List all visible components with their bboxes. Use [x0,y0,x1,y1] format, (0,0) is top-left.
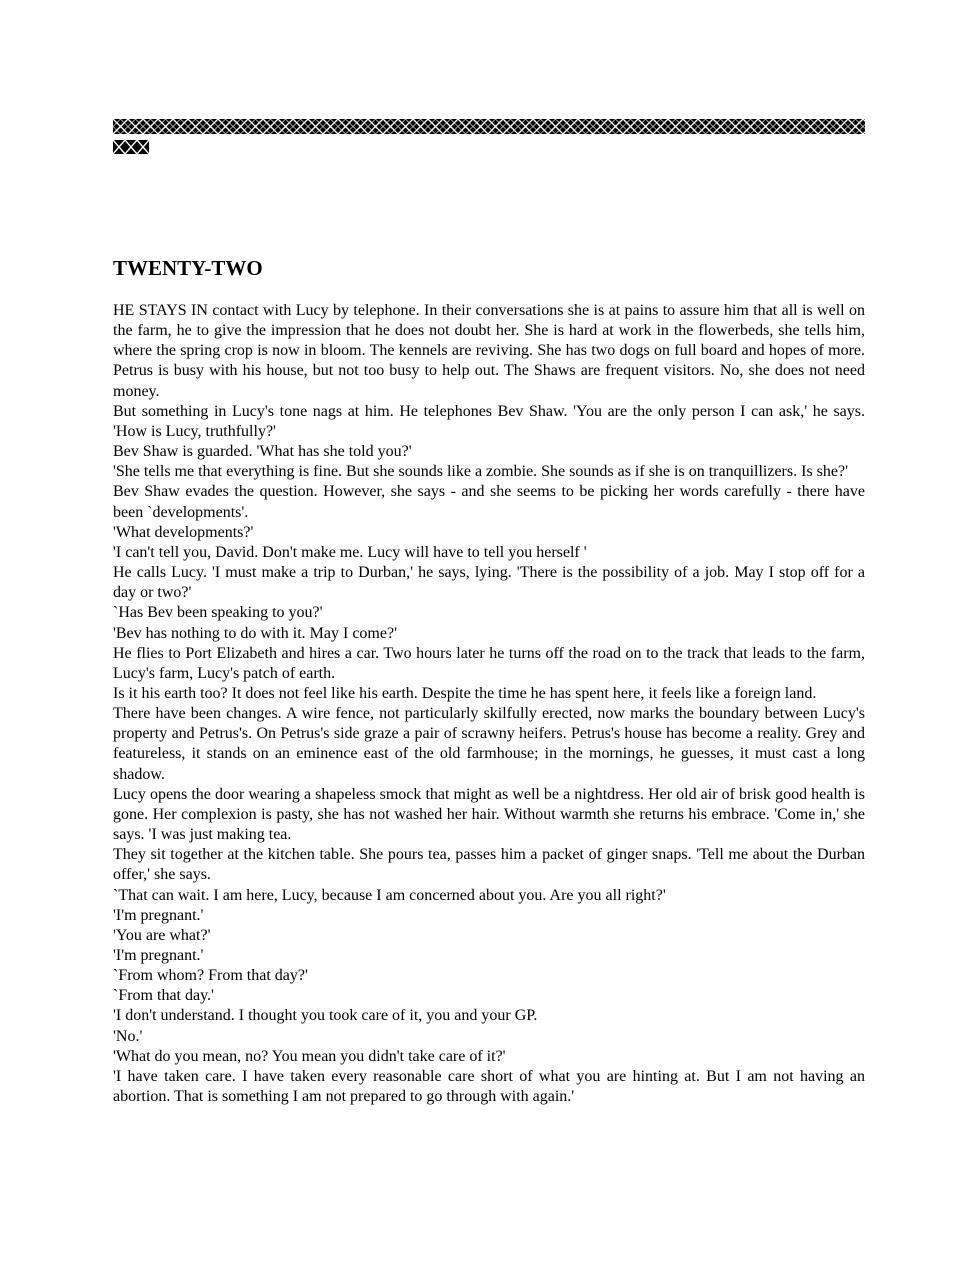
paragraph: 'What developments?' [113,523,254,541]
decorative-pattern-bar [113,119,865,134]
paragraph: `Has Bev been speaking to you?' [113,604,323,622]
paragraph: Bev Shaw evades the question. However, she says - and she seems to be picking her words carefully - there have been `developments'. [113,483,865,521]
paragraph: 'Bev has nothing to do with it. May I come?' [113,624,397,642]
paragraph: 'You are what?' [113,926,211,944]
paragraph: But something in Lucy's tone nags at him. He telephones Bev Shaw. 'You are the only person I can ask,' he says. 'How is Lucy, truthfully?' [113,402,865,440]
paragraph: 'I'm pregnant.' [113,906,204,924]
paragraph: He flies to Port Elizabeth and hires a car. Two hours later he turns off the road on to the track that leads to the farm, Lucy's farm, Lucy's patch of earth. [113,644,865,682]
paragraph: `From whom? From that day?' [113,967,308,985]
paragraph: He calls Lucy. 'I must make a trip to Durban,' he says, lying. 'There is the possibility of a job. May I stop off for a day or two?' [113,564,865,602]
paragraph: 'What do you mean, no? You mean you didn't take care of it?' [113,1047,506,1065]
paragraph: Bev Shaw is guarded. 'What has she told you?' [113,443,412,461]
paragraph: 'She tells me that everything is fine. But she sounds like a zombie. She sounds as if she is on tranquillizers. Is she?' [113,463,848,481]
chapter-title: TWENTY-TWO [113,256,263,280]
paragraph: 'I'm pregnant.' [113,947,204,964]
paragraph: 'I can't tell you, David. Don't make me. Lucy will have to tell you herself ' [113,543,587,561]
paragraph: There have been changes. A wire fence, not particularly skilfully erected, now marks the boundary between Lucy's property and Petrus's. On Petrus's side graze a pair of scrawny heifers. Petrus's house has become a reality. Grey and featureless, it stands on an eminence east of the old farmhouse; in the mornings, he guesses, it must cast a long shadow. [113,705,865,783]
paragraph: 'No.' [113,1027,143,1045]
paragraph: Is it his earth too? It does not feel like his earth. Despite the time he has spent here, it feels like a foreign land. [113,684,817,702]
chapter-body [113,301,865,1107]
paragraph: Lucy opens the door wearing a shapeless smock that might as well be a nightdress. Her old air of brisk good health is gone. Her complexion is pasty, she has not washed her hair. Without warmth she returns his embrace. 'Come in,' she says. 'I was just making tea. [113,785,865,844]
paragraph: HE STAYS IN contact with Lucy by telephone. In their conversations she is at pains to assure him that all is well on the farm, he to give the impression that he does not doubt her. She is hard at work in the flowerbeds, she tells him, where the spring crop is now in bloom. The kennels are reviving. She has two dogs on full board and hopes of more. Petrus is busy with his house, but not too busy to help out. The Shaws are frequent visitors. No, she does not need money. [113,302,865,400]
paragraph: `That can wait. I am here, Lucy, because I am concerned about you. Are you all right?' [113,886,666,904]
paragraph: They sit together at the kitchen table. She pours tea, passes him a packet of ginger snaps. 'Tell me about the Durban offer,' she says. [113,846,865,884]
paragraph: 'I don't understand. I thought you took care of it, you and your GP. [113,1007,538,1025]
paragraph: `From that day.' [113,987,214,1005]
decorative-pattern-bar-short [113,140,149,154]
paragraph: 'I have taken care. I have taken every reasonable care short of what you are hinting at. But I am not having an abortion. That is something I am not prepared to go through with again.' [113,1067,865,1106]
